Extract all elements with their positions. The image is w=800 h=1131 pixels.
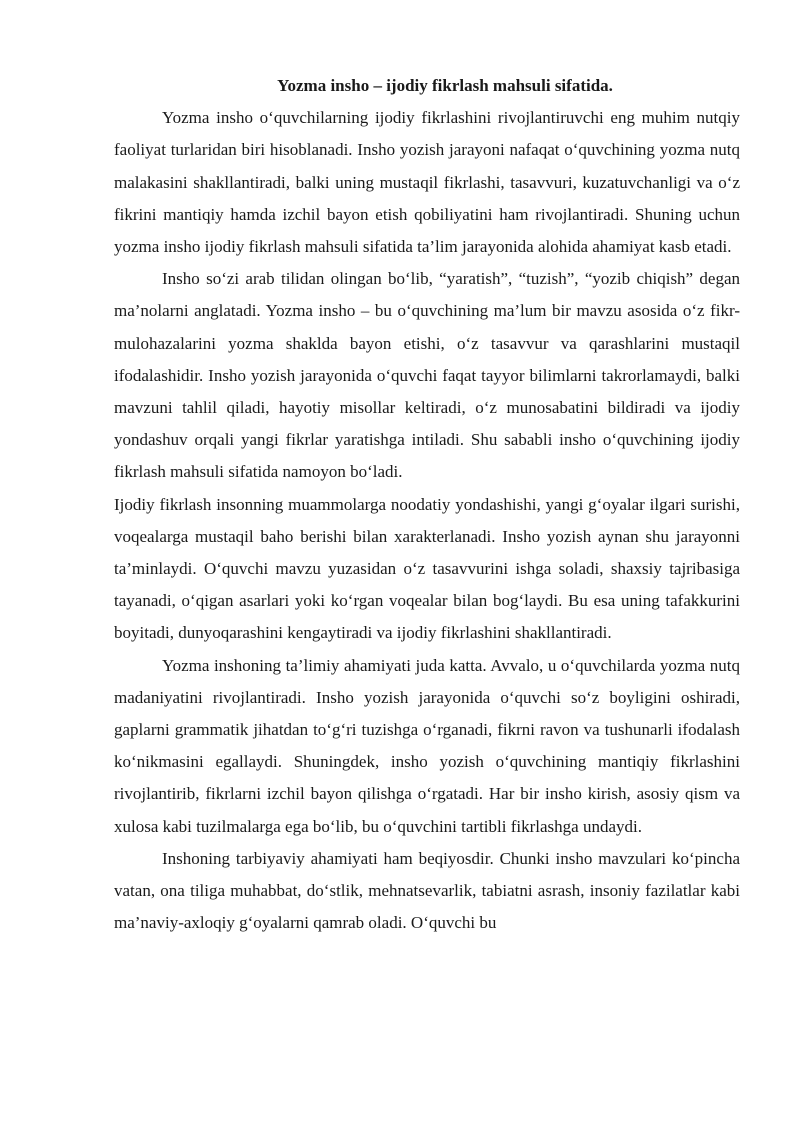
- paragraph-5: Inshoning tarbiyaviy ahamiyati ham beqiyosdir. Chunki insho mavzulari ko‘pincha vatan, ona tiliga muhabbat, do‘stlik, mehnatsevarlik, tabiatni asrash, insoniy fazilatlar kabi ma’naviy-axloqiy g‘oyalarni qamrab oladi. O‘quvchi bu: [114, 848, 740, 933]
- paragraph-1: Yozma insho o‘quvchilarning ijodiy fikrlashini rivojlantiruvchi eng muhim nutqiy faoliyat turlaridan biri hisoblanadi. Insho yozish jarayoni nafaqat o‘quvchining yozma nutq malakasini shakllantiradi, balki uning mustaqil fikrlashi, tasavvuri, kuzatuvchanligi va o‘z fikrini mantiqiy hamda izchil bayon etish qobiliyatini ham rivojlantiradi. Shuning uchun yozma insho ijodiy fikrlash mahsuli sifatida ta’lim jarayonida alohida ahamiyat kasb etadi.: [114, 108, 740, 257]
- paragraph-4: Yozma inshoning ta’limiy ahamiyati juda katta. Avvalo, u o‘quvchilarda yozma nutq madaniyatini rivojlantiradi. Insho yozish jarayonida o‘quvchi so‘z boyligini oshiradi, gaplarni grammatik jihatdan to‘g‘ri tuzishga o‘rganadi, fikrni ravon va tushunarli ifodalash ko‘nikmasini egallaydi. Shuningdek, insho yozish o‘quvchining mantiqiy fikrlashini rivojlantirib, fikrlarni izchil bayon qilishga o‘rgatadi. Har bir insho kirish, asosiy qism va xulosa kabi tuzilmalarga ega bo‘lib, bu o‘quvchini tartibli fikrlashga undaydi.: [114, 655, 740, 836]
- paragraph-2: Insho so‘zi arab tilidan olingan bo‘lib, “yaratish”, “tuzish”, “yozib chiqish” degan ma’nolarni anglatadi. Yozma insho – bu o‘quvchining ma’lum bir mavzu asosida o‘z fikr-mulohazalarini yozma shaklda bayon etishi, o‘z tasavvur va qarashlarini mustaqil ifodalashidir. Insho yozish jarayonida o‘quvchi faqat tayyor bilimlarni takrorlamaydi, balki mavzuni tahlil qiladi, hayotiy misollar keltiradi, o‘z munosabatini bildiradi va ijodiy yondashuv orqali yangi fikrlar yaratishga intiladi. Shu sababli insho o‘quvchining ijodiy fikrlash mahsuli sifatida namoyon bo‘ladi.: [114, 269, 740, 482]
- document-title: Yozma insho – ijodiy fikrlash mahsuli sifatida.: [277, 76, 613, 95]
- document-body: [114, 70, 740, 939]
- paragraph-3: Ijodiy fikrlash insonning muammolarga noodatiy yondashishi, yangi g‘oyalar ilgari surishi, voqealarga mustaqil baho berishi bilan xarakterlanadi. Insho yozish aynan shu jarayonni ta’minlaydi. O‘quvchi mavzu yuzasidan o‘z tasavvurini ishga soladi, shaxsiy tajribasiga tayanadi, o‘qigan asarlari yoki ko‘rgan voqealar bilan bog‘laydi. Bu esa uning tafakkurini boyitadi, dunyoqarashini kengaytiradi va ijodiy fikrlashini shakllantiradi.: [114, 494, 740, 643]
